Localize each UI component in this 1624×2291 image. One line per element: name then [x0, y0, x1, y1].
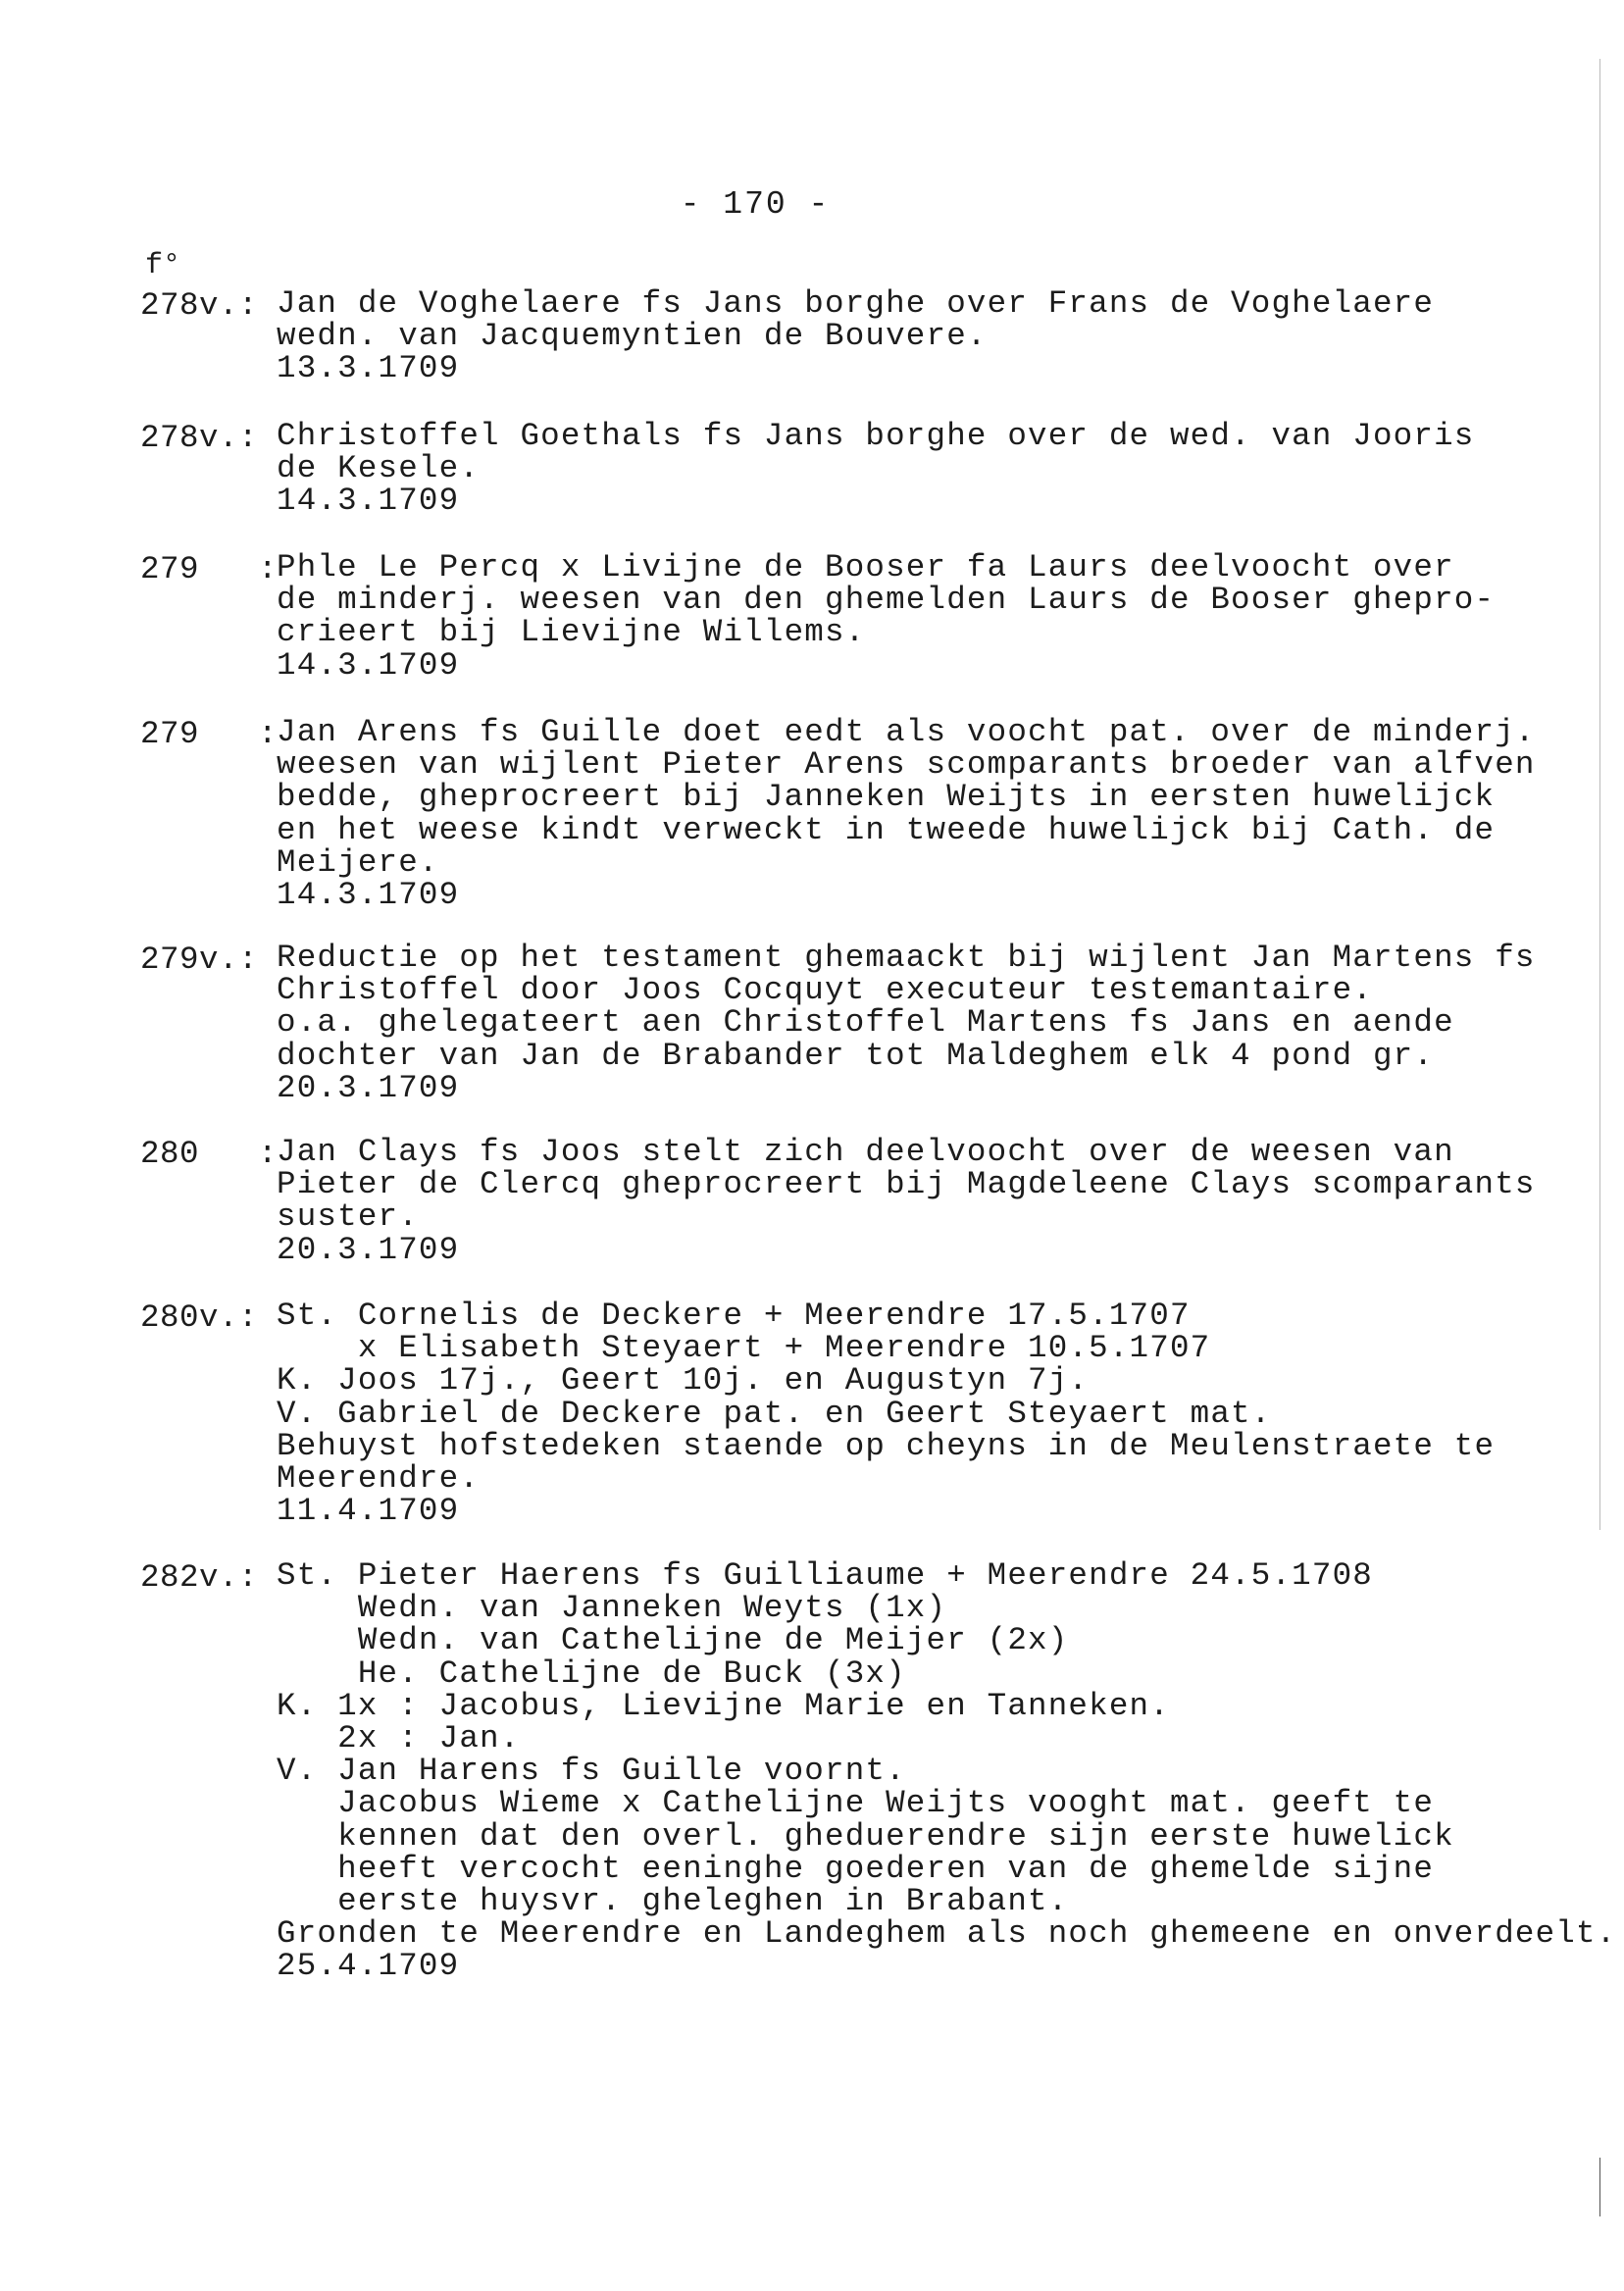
- page-number: - 170 -: [680, 186, 831, 223]
- entry-text-line: en het weese kindt verweckt in tweede huwelijck bij Cath. de: [277, 811, 1496, 848]
- entry-text-line: de minderj. weesen van den ghemelden Laurs de Booser ghepro-: [277, 582, 1496, 619]
- entry-folio: 278v.:: [140, 287, 259, 324]
- entry-text-line: wedn. van Jacquemyntien de Bouvere.: [277, 318, 988, 355]
- entry-text-line: Wedn. van Janneken Weyts (1x): [277, 1590, 947, 1627]
- entry-text-line: 14.3.1709: [277, 483, 460, 520]
- entry-folio: 279 :: [140, 716, 279, 752]
- entry-text-line: Phle Le Percq x Livijne de Booser fa Laurs deelvoocht over: [277, 549, 1454, 585]
- entry-text-line: kennen dat den overl. gheduerendre sijn eerste huwelick: [277, 1817, 1454, 1855]
- entry-text-line: St. Cornelis de Deckere + Meerendre 17.5.1707: [277, 1298, 1191, 1334]
- entry-text-line: V. Jan Harens fs Guille voornt.: [277, 1753, 906, 1790]
- entry-text-line: weesen van wijlent Pieter Arens scomparants broeder van alfven: [277, 746, 1536, 784]
- entry-text-line: 25.4.1709: [277, 1948, 460, 1985]
- entry-text-line: x Elisabeth Steyaert + Meerendre 10.5.1707: [277, 1330, 1211, 1367]
- entry-text-line: 14.3.1709: [277, 877, 460, 913]
- entry-text-line: K. Joos 17j., Geert 10j. en Augustyn 7j.: [277, 1362, 1090, 1400]
- entry-text-line: 20.3.1709: [277, 1231, 460, 1268]
- entry-text-line: 13.3.1709: [277, 350, 460, 387]
- entry-text-line: St. Pieter Haerens fs Guilliaume + Meerendre 24.5.1708: [277, 1557, 1373, 1594]
- entry-text-line: Meerendre.: [277, 1460, 481, 1497]
- entry-text-line: 11.4.1709: [277, 1493, 460, 1530]
- entry-text-line: Jan de Voghelaere fs Jans borghe over Frans de Voghelaere: [277, 285, 1435, 322]
- entry-text-line: bedde, gheprocreert bij Janneken Weijts in eersten huwelijck: [277, 779, 1496, 816]
- entry-text-line: Jan Clays fs Joos stelt zich deelvoocht over de weesen van: [277, 1134, 1454, 1170]
- entry-text-line: He. Cathelijne de Buck (3x): [277, 1655, 906, 1692]
- entry-text-line: suster.: [277, 1198, 419, 1236]
- scan-edge-line: [1599, 59, 1600, 1530]
- entry-text-line: 2x : Jan.: [277, 1720, 521, 1756]
- entry-text-line: Reductie op het testament ghemaackt bij wijlent Jan Martens fs: [277, 940, 1536, 976]
- entry-text-line: Meijere.: [277, 843, 439, 881]
- entry-text-line: o.a. ghelegateert aen Christoffel Martens fs Jans en aende: [277, 1004, 1454, 1042]
- scan-edge-mark: [1599, 2158, 1600, 2216]
- entry-text-line: Behuyst hofstedeken staende op cheyns in de Meulenstraete te: [277, 1427, 1496, 1464]
- folio-column-mark: f°: [145, 249, 181, 282]
- entry-folio: 280v.:: [140, 1299, 259, 1336]
- entry-folio: 280 :: [140, 1136, 279, 1172]
- entry-folio: 282v.:: [140, 1559, 259, 1596]
- entry-folio: 279v.:: [140, 942, 259, 978]
- entry-folio: 279 :: [140, 551, 279, 587]
- entry-text-line: Pieter de Clercq gheprocreert bij Magdeleene Clays scomparants: [277, 1166, 1536, 1203]
- entry-text-line: de Kesele.: [277, 450, 481, 487]
- entry-text-line: Christoffel Goethals fs Jans borghe over de wed. van Jooris: [277, 418, 1475, 454]
- entry-text-line: V. Gabriel de Deckere pat. en Geert Steyaert mat.: [277, 1395, 1272, 1432]
- entry-text-line: crieert bij Lievijne Willems.: [277, 614, 866, 651]
- entry-text-line: 20.3.1709: [277, 1069, 460, 1106]
- entry-text-line: Jan Arens fs Guille doet eedt als voocht pat. over de minderj.: [277, 714, 1536, 750]
- entry-folio: 278v.:: [140, 420, 259, 456]
- entry-text-line: K. 1x : Jacobus, Lievijne Marie en Tanneken.: [277, 1687, 1170, 1724]
- entry-text-line: Christoffel door Joos Cocquyt executeur testemantaire.: [277, 972, 1373, 1009]
- entry-text-line: dochter van Jan de Brabander tot Maldeghem elk 4 pond gr.: [277, 1037, 1435, 1074]
- entry-text-line: Jacobus Wieme x Cathelijne Weijts vooght mat. geeft te: [277, 1785, 1435, 1822]
- entry-text-line: heeft vercocht eeninghe goederen van de ghemelde sijne: [277, 1850, 1435, 1887]
- entry-text-line: Gronden te Meerendre en Landeghem als noch ghemeene en onverdeelt.: [277, 1915, 1617, 1953]
- entry-text-line: Wedn. van Cathelijne de Meijer (2x): [277, 1622, 1069, 1659]
- entry-text-line: 14.3.1709: [277, 646, 460, 684]
- entry-text-line: eerste huysvr. gheleghen in Brabant.: [277, 1883, 1069, 1919]
